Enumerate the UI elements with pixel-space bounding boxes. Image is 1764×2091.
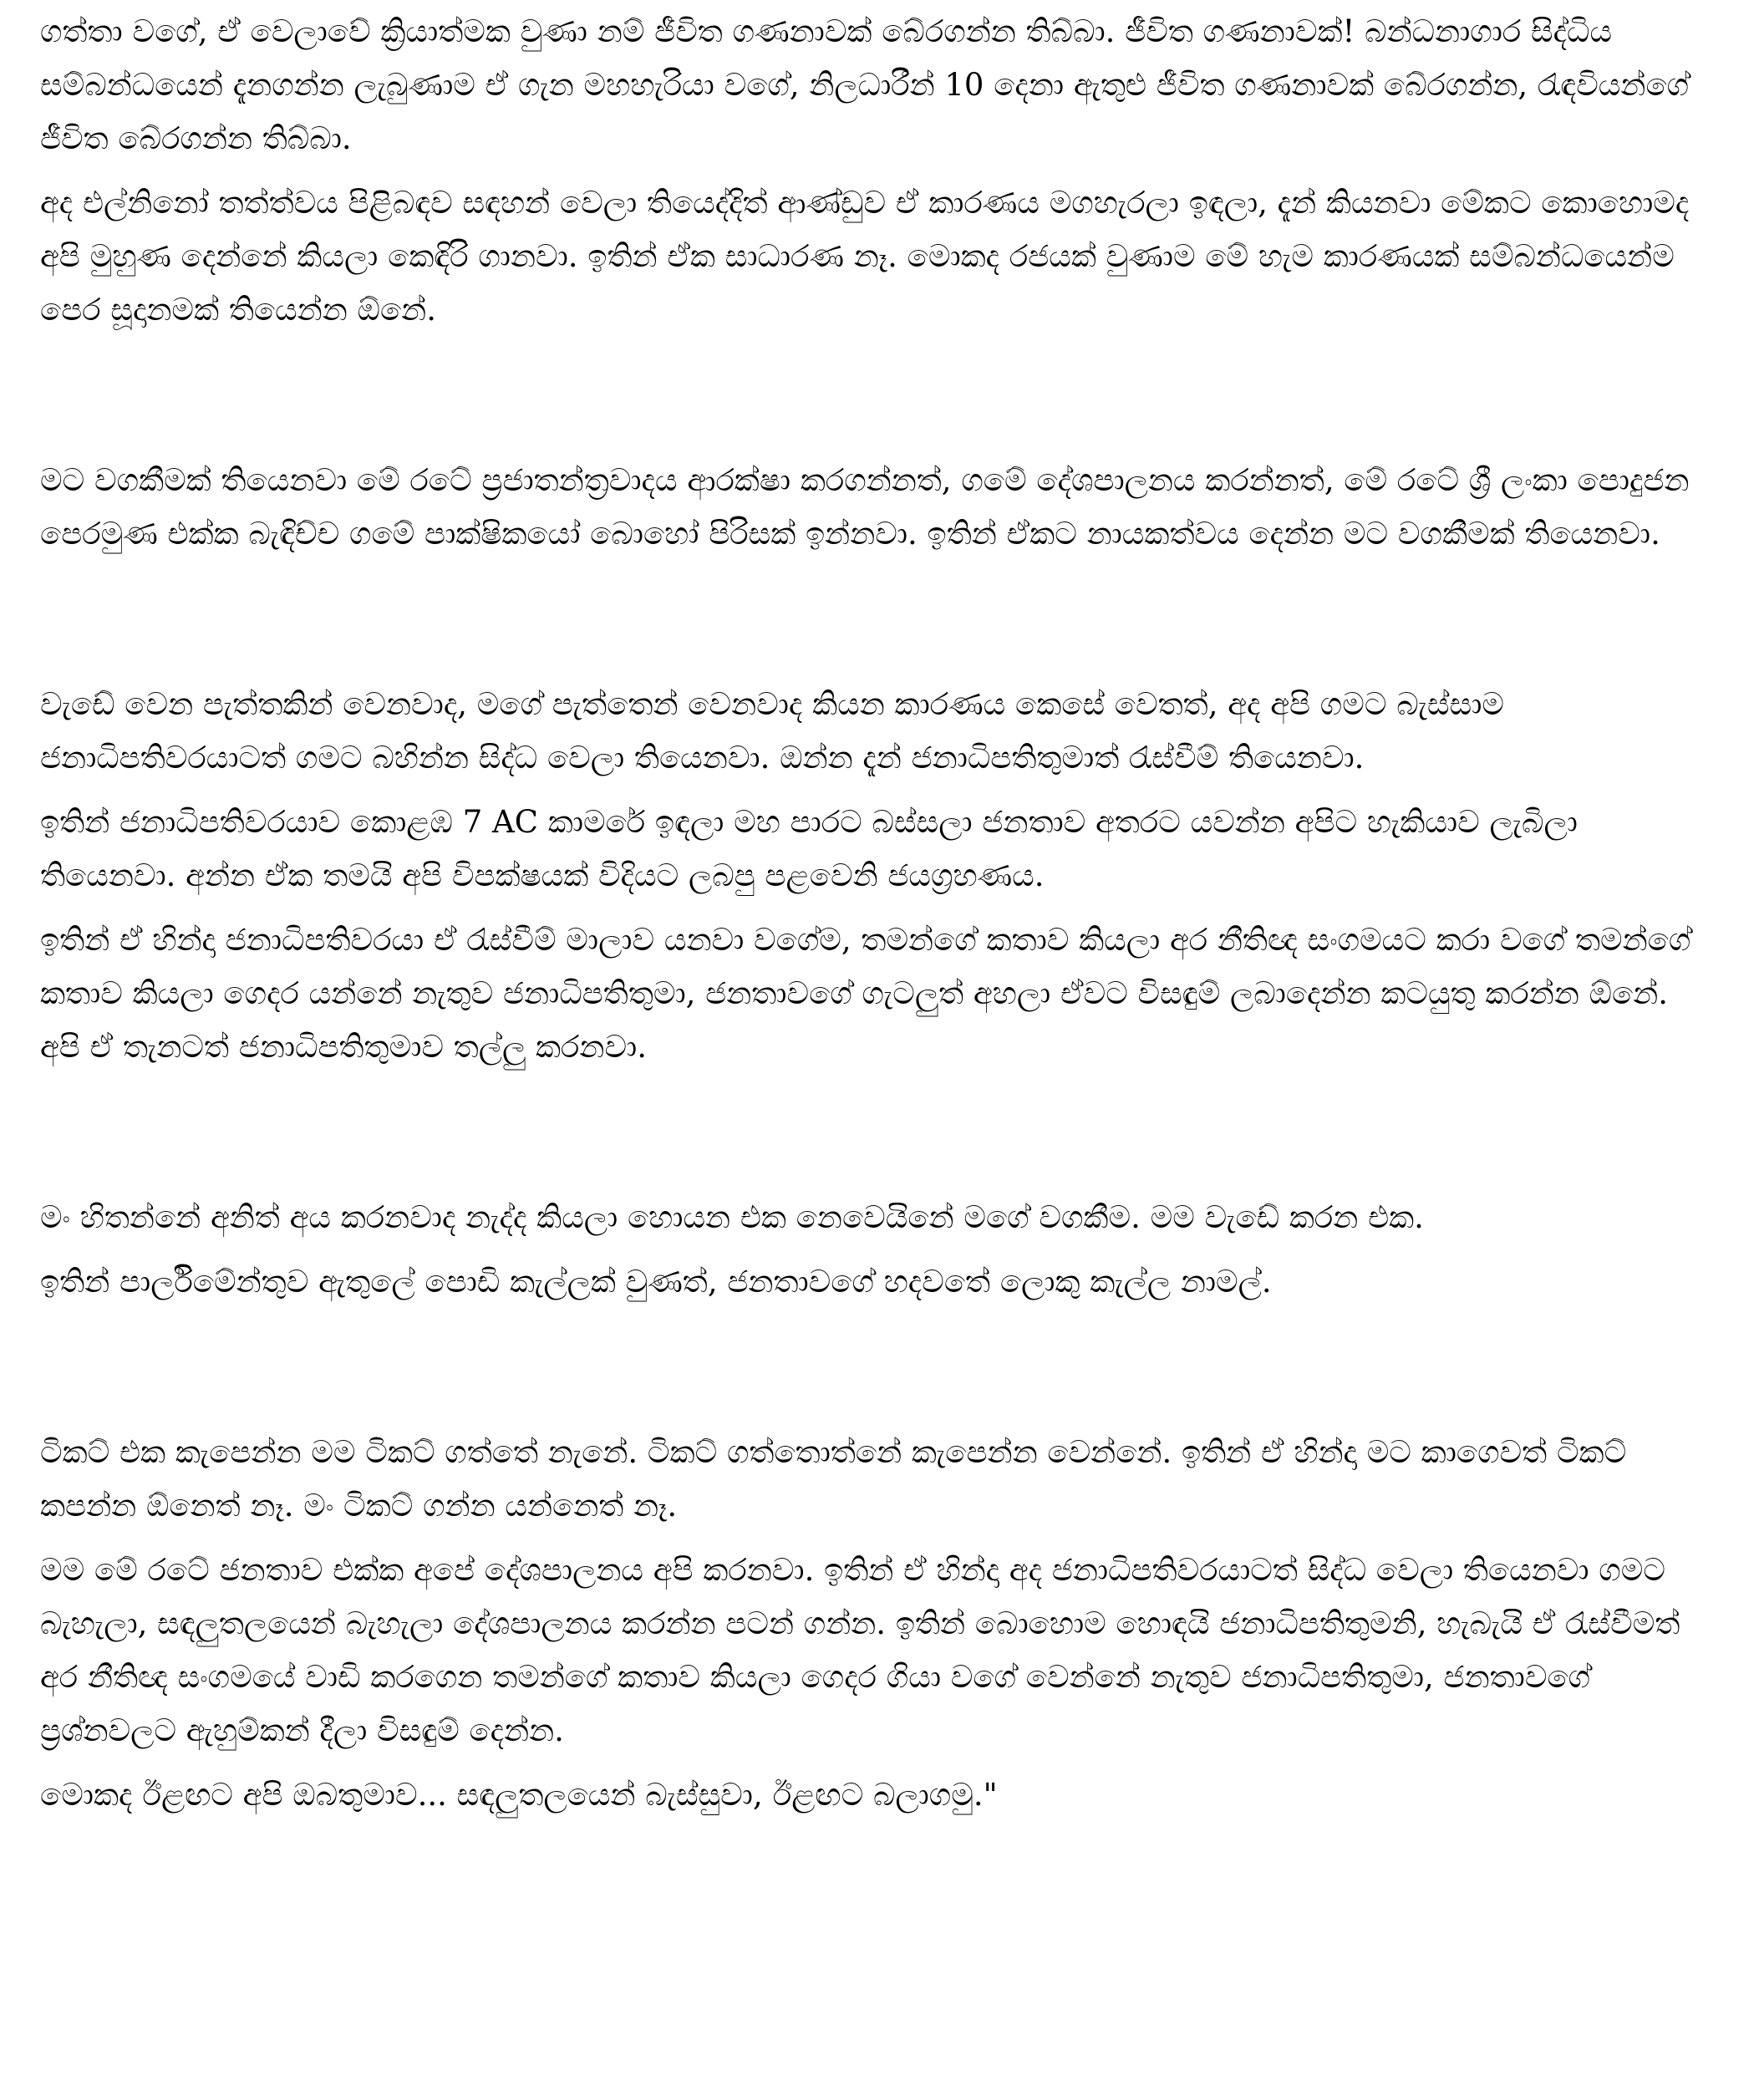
section-gap xyxy=(40,1309,1703,1426)
paragraph-gap xyxy=(40,1758,1703,1768)
paragraph-7: මං හිතන්නේ අනිත් අය කරනවාද නැද්ද කියලා හොයන එක නෙවෙයිනේ මගේ වගකීම. මම වැඩේ කරන එක. xyxy=(40,1199,1424,1235)
paragraph-3: මට වගකීමක් තියෙනවා මේ රටේ ප්‍රජාතන්ත්‍රවාදය ආරක්ෂා කරගන්නත්, ගමේ දේශපාලනය කරන්නත්, මේ රටේ ශ්‍රී ලංකා පොදුජන පෙරමුණ එක්ක බැඳිච්ච ගමේ පාක්ෂිකයෝ බොහෝ පිරිසක් ඉන්නවා. ඉතින් ඒකට නායකත්වය දෙන්න මට වගකීමක් තියෙනවා. xyxy=(40,462,1690,552)
paragraph-1: ගත්තා වගේ, ඒ වෙලාවේ ක්‍රියාත්මක වුණා නම් ජීවිත ගණනාවක් බේරගන්න තිබ්බා. ජීවිත ගණනාවක්! බන්ධනාගාර සිද්ධිය සම්බන්ධයෙන් දැනගන්න ලැබුණාම ඒ ගැන මහහැරියා වගේ, නිලධාරීන් 10 දෙනා ඇතුළු ජීවිත ගණනාවක් බේරගන්න, රැඳවියන්ගේ ජීවිත බේරගන්න තිබ්බා. xyxy=(40,13,1690,156)
document-body xyxy=(40,5,1703,1822)
paragraph-gap xyxy=(40,1244,1703,1255)
paragraph-gap xyxy=(40,903,1703,913)
paragraph-6: ඉතින් ඒ හින්දා ජනාධිපතිවරයා ඒ රැස්වීම් මාලාව යනවා වගේම, තමන්ගේ කතාව කියලා අර නීතිඥ සංගමයට කරා වගේ තමන්ගේ කතාව කියලා ගෙදර යන්නේ නැතුව ජනාධිපතිතුමා, ජනතාවගේ ගැටලුත් අහලා ඒවට විසඳුම් ලබාදෙන්න කටයුතු කරන්න ඕනේ. අපි ඒ තැනටත් ජනාධිපතිතුමාව තල්ලු කරනවා. xyxy=(40,922,1691,1065)
section-gap xyxy=(40,561,1703,678)
paragraph-9: ටිකට් එක කැපෙන්න මම ටිකට් ගත්තේ නැනේ. ටිකට් ගත්තොත්නේ කැපෙන්න වෙන්නේ. ඉතින් ඒ හින්දා මට කාගෙවත් ටිකට් කපන්න ඕනෙත් නෑ. මං ටිකට් ගන්න යන්නෙත් නෑ. xyxy=(40,1434,1627,1524)
paragraph-10: මම මේ රටේ ජනතාව එක්ක අපේ දේශපාලනය අපි කරනවා. ඉතින් ඒ හින්දා අද ජනාධිපතිවරයාටත් සිද්ධ වෙලා තියෙනවා ගමට බැහැලා, සඳලුතලයෙන් බැහැලා දේශපාලනය කරන්න පටන් ගන්න. ඉතින් බොහොම හොඳයි ජනාධිපතිතුමනි, හැබැයි ඒ රැස්වීමත් අර නීතිඥ සංගමයේ වාඩි කරගෙන තමන්ගේ කතාව කියලා ගෙදර ගියා වගේ වෙන්නේ නැතුව ජනාධිපතිතුමා, ජනතාවගේ ප්‍රශ්නවලට ඇහුම්කන් දීලා විසඳුම් දෙන්න. xyxy=(40,1552,1680,1748)
section-gap xyxy=(40,1074,1703,1191)
paragraph-4: වැඩේ වෙන පැත්තකින් වෙනවාද, මගේ පැත්තෙන් වෙනවාද කියන කාරණය කෙසේ වෙතත්, අද අපි ගමට බැස්සාම ජනාධිපතිවරයාටත් ගමට බහින්න සිද්ධ වෙලා තියෙනවා. ඔන්න දැන් ජනාධිපතිතුමාත් රැස්වීම් තියෙනවා. xyxy=(40,686,1504,776)
paragraph-8: ඉතින් පාර්ලිමේන්තුව ඇතුලේ පොඩි කැල්ලක් වුණත්, ජනතාවගේ හදවතේ ලොකු කැල්ල නාමල්. xyxy=(40,1264,1272,1300)
paragraph-gap xyxy=(40,785,1703,796)
paragraph-2: අද එල්නිනෝ තත්ත්වය පිළිබඳව සඳහන් වෙලා තියෙද්දිත් ආණ්ඩුව ඒ කාරණය මගහැරලා ඉඳලා, දැන් කියනවා මේකට කොහොමද අපි මුහුණ දෙන්නේ කියලා කෙඳිරි ගානවා. ඉතින් ඒක සාධාරණ නෑ. මොකද රජයක් වුණාම මේ හැම කාරණයක් සම්බන්ධයෙන්ම පෙර සූදානමක් තියෙන්න ඕනේ. xyxy=(40,185,1690,328)
section-gap xyxy=(40,337,1703,454)
paragraph-gap xyxy=(40,1533,1703,1544)
paragraph-5: ඉතින් ජනාධිපතිවරයාව කොළඹ 7 AC කාමරේ ඉඳලා මහ පාරට බස්සලා ජනතාව අතරට යවන්න අපිට හැකියාව ලැබිලා තියෙනවා. අන්න ඒක තමයි අපි විපක්ෂයක් විදියට ලබපු පළවෙනි ජයග්‍රහණය. xyxy=(40,804,1578,893)
paragraph-gap xyxy=(40,165,1703,176)
paragraph-11: මොකද ඊළඟට අපි ඔබතුමාව... සඳලුතලයෙන් බැස්සුවා, ඊළඟට බලාගමු." xyxy=(40,1777,998,1813)
